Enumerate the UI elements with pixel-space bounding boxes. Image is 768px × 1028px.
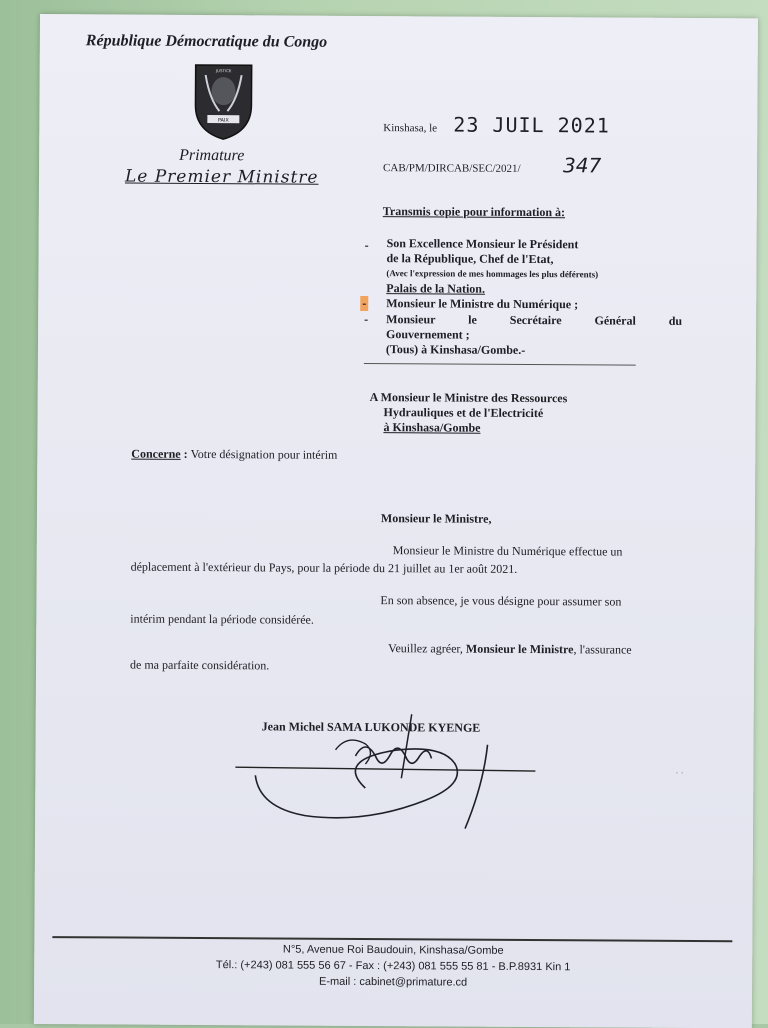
date-prefix: Kinshasa, le bbox=[383, 122, 438, 135]
list-bullet: - bbox=[364, 311, 369, 327]
paragraph-line: déplacement à l'extérieur du Pays, pour la période du 21 juillet au 1er août 2021. bbox=[130, 559, 518, 576]
list-bullet: - bbox=[364, 237, 369, 253]
addressee-block bbox=[369, 390, 567, 436]
recipient-line: (Tous) à Kinshasa/Gombe.- bbox=[385, 342, 526, 357]
recipient-president bbox=[386, 236, 598, 297]
closing-line: de ma parfaite considération. bbox=[129, 657, 270, 673]
republic-header: République Démocratique du Congo bbox=[85, 32, 328, 51]
subject-line bbox=[131, 447, 337, 463]
closing-emphasis: Monsieur le Ministre bbox=[465, 641, 574, 657]
paragraph-line: Monsieur le Ministre du Numérique effectue un bbox=[392, 543, 623, 559]
reference-prefix: CAB/PM/DIRCAB/SEC/2021/ bbox=[383, 162, 521, 175]
addressee-line: à Kinshasa/Gombe bbox=[383, 420, 481, 435]
transmission-heading: Transmis copie pour information à: bbox=[382, 204, 566, 220]
recipient-line: de la République, Chef de l'Etat, bbox=[386, 251, 554, 267]
reference-number: 347 bbox=[563, 153, 602, 178]
footer-email: E-mail : cabinet@primature.cd bbox=[318, 975, 468, 989]
recipient-line: Monsieur le Secrétaire Général du bbox=[386, 312, 683, 328]
paper-mark: · · bbox=[675, 767, 684, 778]
recipient-secretary-general bbox=[386, 312, 682, 359]
coat-of-arms-emblem bbox=[189, 59, 257, 141]
date-stamp: 23 JUIL 2021 bbox=[453, 112, 610, 138]
addressee-line: A Monsieur le Ministre des Ressources bbox=[369, 390, 568, 406]
addressee-line: Hydrauliques et de l'Electricité bbox=[383, 405, 544, 421]
emblem-motto: PAIX bbox=[217, 117, 229, 124]
handwritten-signature bbox=[215, 703, 556, 845]
paragraph-line: intérim pendant la période considérée. bbox=[130, 611, 314, 627]
salutation: Monsieur le Ministre, bbox=[380, 511, 492, 526]
recipient-line: Son Excellence Monsieur le Président bbox=[386, 236, 579, 252]
divider bbox=[364, 363, 636, 366]
letter-page bbox=[34, 14, 758, 1028]
recipient-line: Gouvernement ; bbox=[386, 327, 470, 342]
emblem-motto-top: JUSTICE bbox=[215, 68, 232, 74]
subject-text: Votre désignation pour intérim bbox=[190, 446, 338, 462]
closing-text: , l'assurance bbox=[573, 642, 632, 657]
list-bullet-highlighted: - bbox=[360, 296, 368, 311]
subject-label: Concerne bbox=[131, 446, 181, 461]
subject-separator: : bbox=[180, 446, 191, 461]
closing-line bbox=[388, 640, 632, 657]
recipient-note: (Avec l'expression de mes hommages les plus déférents) bbox=[386, 268, 599, 280]
paragraph-line: En son absence, je vous désigne pour assumer son bbox=[380, 593, 622, 609]
closing-text: Veuillez agréer, bbox=[388, 641, 466, 656]
signatory-name: Jean Michel SAMA LUKONDE KYENGE bbox=[261, 719, 481, 735]
office-title: Le Premier Ministre bbox=[124, 166, 319, 188]
footer-phone: Tél.: (+243) 081 555 56 67 - Fax : (+243) 081 555 55 81 - B.P.8931 Kin 1 bbox=[215, 959, 571, 974]
footer-address: N°5, Avenue Roi Baudouin, Kinshasa/Gombe bbox=[282, 943, 504, 957]
recipient-line: Palais de la Nation. bbox=[386, 281, 486, 296]
recipient-digital-minister: Monsieur le Ministre du Numérique ; bbox=[386, 296, 579, 312]
office-name: Primature bbox=[179, 146, 245, 165]
